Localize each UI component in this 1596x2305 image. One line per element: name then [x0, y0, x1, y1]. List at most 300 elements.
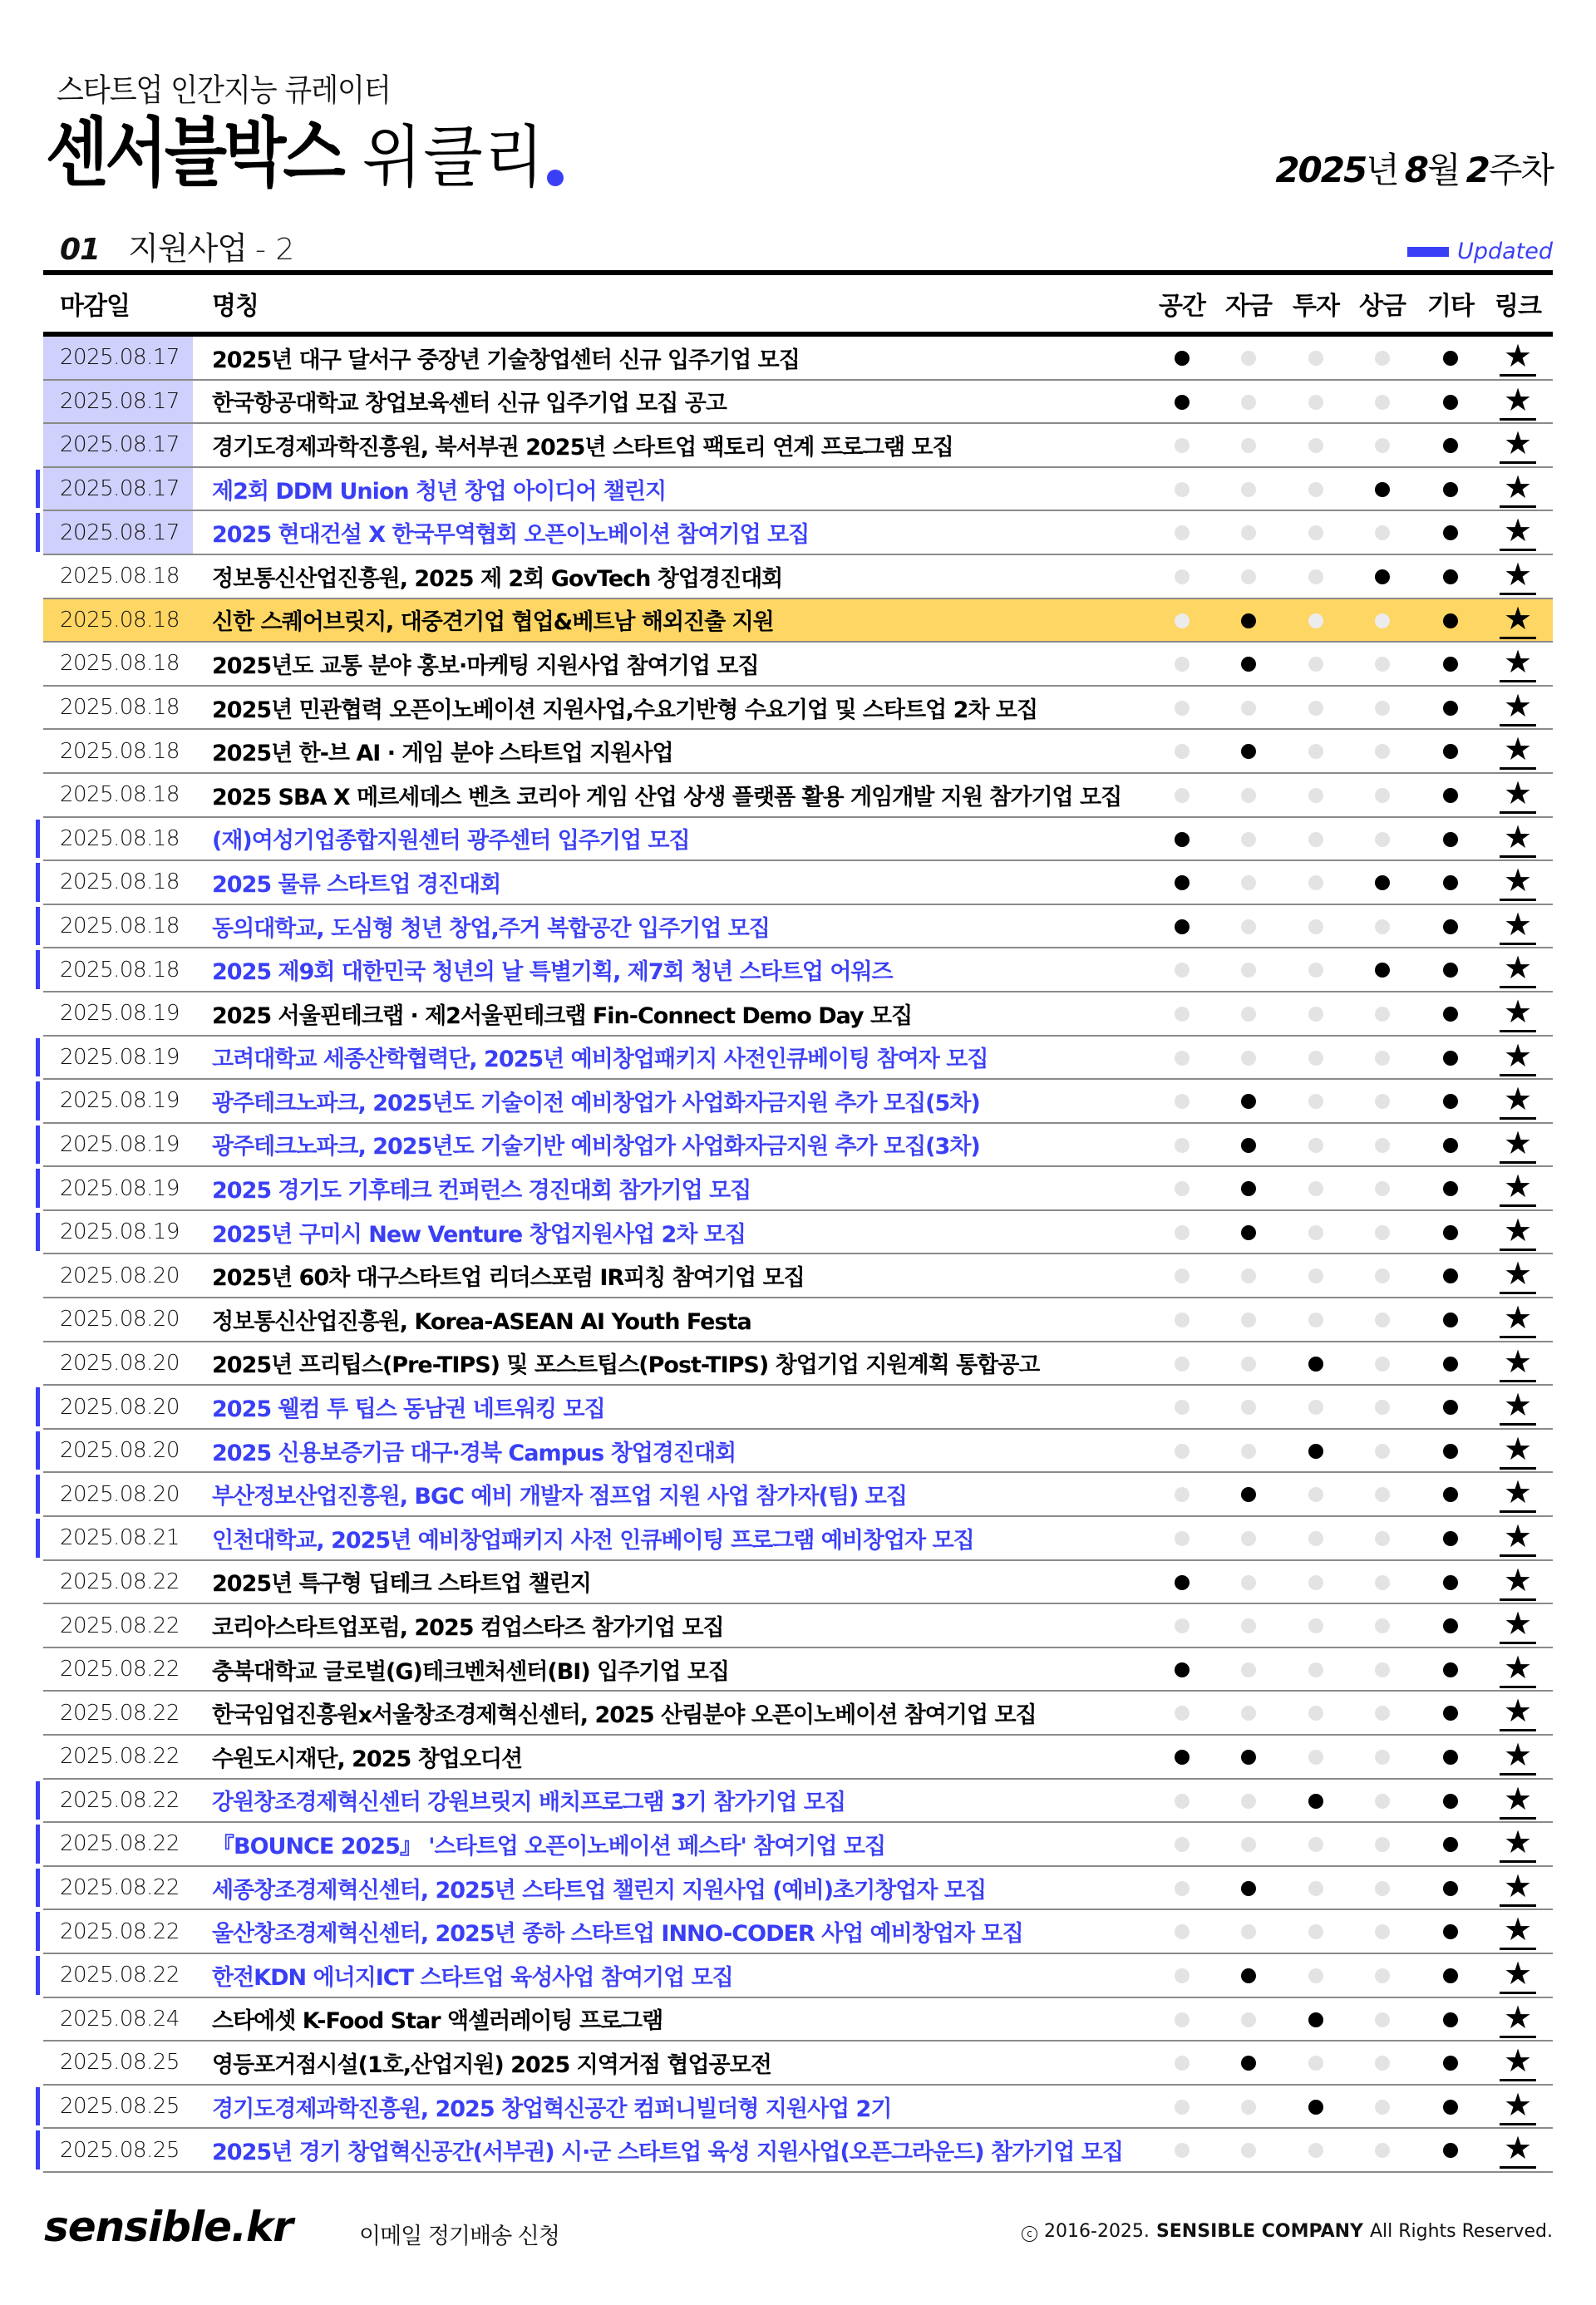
invest-indicator-icon	[1308, 613, 1323, 628]
program-name: 정보통신산업진흥원, Korea-ASEAN AI Youth Festa	[212, 1308, 751, 1335]
star-link-icon[interactable]: ★	[1500, 1607, 1536, 1644]
etc-indicator-icon	[1443, 2012, 1458, 2027]
program-name: 2025 경기도 기후테크 컨퍼런스 경진대회 참가기업 모집	[212, 1178, 751, 1204]
prize-indicator-icon	[1375, 613, 1390, 628]
table-row	[43, 1692, 1553, 1736]
deadline-cell: 2025.08.25	[60, 2094, 180, 2120]
invest-indicator-icon	[1308, 1881, 1323, 1896]
issue-week	[1275, 143, 1553, 193]
star-link-icon[interactable]: ★	[1500, 1432, 1536, 1470]
prize-indicator-icon	[1375, 395, 1390, 410]
fund-indicator-icon	[1241, 482, 1256, 497]
fund-indicator-icon	[1241, 1444, 1256, 1459]
fund-indicator-icon	[1241, 1487, 1256, 1502]
fund-indicator-icon	[1241, 569, 1256, 584]
etc-indicator-icon	[1443, 525, 1458, 540]
etc-indicator-icon	[1443, 701, 1458, 716]
invest-indicator-icon	[1308, 1094, 1323, 1109]
prize-indicator-icon	[1375, 1400, 1390, 1415]
col-invest: 투자	[1293, 292, 1339, 321]
space-indicator-icon	[1175, 1750, 1190, 1765]
invest-indicator-icon	[1308, 1268, 1323, 1283]
program-name: 강원창조경제혁신센터 강원브릿지 배치프로그램 3기 참가기업 모집	[212, 1790, 846, 1816]
invest-indicator-icon	[1308, 1487, 1323, 1502]
star-link-icon[interactable]: ★	[1500, 2088, 1536, 2125]
program-name: 2025 웰컴 투 팁스 동남권 네트워킹 모집	[212, 1396, 605, 1423]
fund-indicator-icon	[1241, 2100, 1256, 2115]
table-row	[43, 2042, 1553, 2086]
deadline-cell: 2025.08.17	[43, 468, 193, 510]
program-name: 신한 스퀘어브릿지, 대중견기업 협업&베트남 해외진출 지원	[212, 609, 774, 636]
space-indicator-icon	[1175, 1225, 1190, 1240]
prize-indicator-icon	[1375, 1575, 1390, 1590]
space-indicator-icon	[1175, 1881, 1190, 1896]
deadline-cell: 2025.08.22	[60, 1787, 180, 1813]
space-indicator-icon	[1175, 438, 1190, 453]
invest-indicator-icon	[1308, 1051, 1323, 1066]
program-name: 충북대학교 글로벌(G)테크벤처센터(BI) 입주기업 모집	[212, 1658, 729, 1685]
program-name: 2025 물류 스타트업 경진대회	[212, 871, 501, 898]
support-programs-table	[43, 270, 1553, 2173]
space-indicator-icon	[1175, 1794, 1190, 1809]
deadline-cell: 2025.08.22	[60, 1569, 180, 1594]
program-name: 광주테크노파크, 2025년도 기술이전 예비창업가 사업화자금지원 추가 모집(5차)	[212, 1090, 980, 1116]
prize-indicator-icon	[1375, 2100, 1390, 2115]
fund-indicator-icon	[1241, 875, 1256, 890]
star-link-icon[interactable]: ★	[1500, 820, 1536, 858]
deadline-cell: 2025.08.18	[60, 651, 180, 677]
space-indicator-icon	[1175, 657, 1190, 672]
prize-indicator-icon	[1375, 1225, 1390, 1240]
table-row	[43, 1561, 1553, 1605]
program-name: 한국임업진흥원x서울창조경제혁신센터, 2025 산림분야 오픈이노베이션 참여기업 모집	[212, 1702, 1037, 1729]
prize-indicator-icon	[1375, 832, 1390, 847]
star-link-icon[interactable]: ★	[1500, 602, 1536, 639]
prize-indicator-icon	[1375, 1531, 1390, 1546]
program-name: 동의대학교, 도심형 청년 창업,주거 복합공간 입주기업 모집	[212, 915, 770, 942]
star-link-icon[interactable]: ★	[1500, 1957, 1536, 1994]
prize-indicator-icon	[1375, 1837, 1390, 1852]
etc-indicator-icon	[1443, 1706, 1458, 1721]
space-indicator-icon	[1175, 351, 1190, 366]
col-prize: 상금	[1359, 292, 1406, 321]
invest-indicator-icon	[1308, 875, 1323, 890]
star-link-icon[interactable]: ★	[1500, 1475, 1536, 1513]
prize-indicator-icon	[1375, 1007, 1390, 1022]
space-indicator-icon	[1175, 1357, 1190, 1372]
space-indicator-icon	[1175, 1007, 1190, 1022]
fund-indicator-icon	[1241, 1531, 1256, 1546]
table-row	[43, 2086, 1553, 2130]
invest-indicator-icon	[1308, 701, 1323, 716]
title-brand: 센서블박스	[46, 111, 342, 197]
space-indicator-icon	[1175, 2100, 1190, 2115]
etc-indicator-icon	[1443, 1400, 1458, 1415]
prize-indicator-icon	[1375, 1750, 1390, 1765]
fund-indicator-icon	[1241, 395, 1256, 410]
copyright-years: 2016-2025.	[1044, 2221, 1150, 2242]
prize-indicator-icon	[1375, 657, 1390, 672]
space-indicator-icon	[1175, 919, 1190, 934]
issue-week-unit: 주차	[1488, 150, 1553, 190]
col-name: 명칭	[212, 292, 259, 321]
table-header	[43, 275, 1553, 332]
table-row	[43, 511, 1553, 555]
deadline-cell: 2025.08.25	[60, 2050, 180, 2076]
invest-indicator-icon	[1308, 2056, 1323, 2071]
program-name: 2025년 특구형 딥테크 스타트업 챌린지	[212, 1571, 591, 1598]
footer-logo[interactable]: sensible.kr	[44, 2203, 293, 2251]
space-indicator-icon	[1175, 1138, 1190, 1153]
space-indicator-icon	[1175, 482, 1190, 497]
space-indicator-icon	[1175, 1444, 1190, 1459]
etc-indicator-icon	[1443, 832, 1458, 847]
star-link-icon[interactable]: ★	[1500, 2044, 1536, 2081]
etc-indicator-icon	[1443, 482, 1458, 497]
star-link-icon[interactable]: ★	[1500, 1301, 1536, 1338]
star-link-icon[interactable]: ★	[1500, 1388, 1536, 1426]
company-name: SENSIBLE COMPANY	[1155, 2221, 1363, 2242]
table-row	[43, 1867, 1553, 1911]
star-link-icon[interactable]: ★	[1500, 645, 1536, 682]
table-row	[43, 1954, 1553, 1998]
fund-indicator-icon	[1241, 1007, 1256, 1022]
invest-indicator-icon	[1308, 832, 1323, 847]
star-link-icon[interactable]: ★	[1500, 1825, 1536, 1863]
fund-indicator-icon	[1241, 657, 1256, 672]
table-row	[43, 381, 1553, 425]
space-indicator-icon	[1175, 2012, 1190, 2027]
copyright	[1022, 2221, 1553, 2242]
fund-indicator-icon	[1241, 1357, 1256, 1372]
star-link-icon[interactable]: ★	[1500, 1564, 1536, 1601]
deadline-cell: 2025.08.22	[60, 1700, 180, 1726]
program-name: 코리아스타트업포럼, 2025 컴업스타즈 참가기업 모집	[212, 1615, 724, 1642]
star-link-icon[interactable]: ★	[1500, 1869, 1536, 1907]
deadline-cell: 2025.08.20	[60, 1438, 180, 1464]
fund-indicator-icon	[1241, 351, 1256, 366]
deadline-cell: 2025.08.17	[43, 424, 193, 466]
program-name: 2025 신용보증기금 대구·경북 Campus 창업경진대회	[212, 1440, 736, 1466]
program-name: 2025년 60차 대구스타트업 리더스포럼 IR피칭 참여기업 모집	[212, 1265, 805, 1292]
fund-indicator-icon	[1241, 744, 1256, 759]
prize-indicator-icon	[1375, 1138, 1390, 1153]
copyright-icon: c	[1022, 2226, 1037, 2242]
deadline-cell: 2025.08.19	[60, 1088, 180, 1114]
etc-indicator-icon	[1443, 569, 1458, 584]
fund-indicator-icon	[1241, 1881, 1256, 1896]
program-name: 2025 서울핀테크랩 · 제2서울핀테크랩 Fin-Connect Demo Day 모집	[212, 1002, 913, 1029]
prize-indicator-icon	[1375, 482, 1390, 497]
deadline-cell: 2025.08.19	[60, 1219, 180, 1245]
section-page: - 2	[254, 233, 295, 267]
prize-indicator-icon	[1375, 1357, 1390, 1372]
star-link-icon[interactable]: ★	[1500, 1738, 1536, 1776]
etc-indicator-icon	[1443, 963, 1458, 978]
star-link-icon[interactable]: ★	[1500, 1214, 1536, 1251]
star-link-icon[interactable]: ★	[1500, 514, 1536, 551]
table-row	[43, 861, 1553, 905]
star-link-icon[interactable]: ★	[1500, 864, 1536, 901]
space-indicator-icon	[1175, 1531, 1190, 1546]
program-name: 고려대학교 세종산학협력단, 2025년 예비창업패키지 사전인큐베이팅 참여자 모집	[212, 1047, 988, 1073]
star-link-icon[interactable]: ★	[1500, 558, 1536, 595]
table-row	[43, 1254, 1553, 1298]
star-link-icon[interactable]: ★	[1500, 1694, 1536, 1731]
prize-indicator-icon	[1375, 1794, 1390, 1809]
invest-indicator-icon	[1308, 482, 1323, 497]
program-name: 부산정보산업진흥원, BGC 예비 개발자 점프업 지원 사업 참가자(팀) 모집	[212, 1484, 907, 1510]
deadline-cell: 2025.08.22	[60, 1613, 180, 1638]
deadline-cell: 2025.08.18	[60, 825, 180, 851]
star-link-icon[interactable]: ★	[1500, 1126, 1536, 1164]
deadline-cell: 2025.08.18	[60, 564, 180, 589]
fund-indicator-icon	[1241, 1094, 1256, 1109]
deadline-cell: 2025.08.20	[60, 1394, 180, 1420]
etc-indicator-icon	[1443, 1662, 1458, 1677]
deadline-cell: 2025.08.19	[60, 1001, 180, 1027]
etc-indicator-icon	[1443, 1444, 1458, 1459]
star-link-icon[interactable]: ★	[1500, 1257, 1536, 1294]
table-row	[43, 818, 1553, 862]
deadline-cell: 2025.08.18	[60, 782, 180, 808]
star-link-icon[interactable]: ★	[1500, 426, 1536, 464]
prize-indicator-icon	[1375, 1968, 1390, 1983]
etc-indicator-icon	[1443, 2056, 1458, 2071]
deadline-cell: 2025.08.25	[60, 2137, 180, 2163]
etc-indicator-icon	[1443, 2143, 1458, 2158]
star-link-icon[interactable]: ★	[1500, 776, 1536, 814]
star-link-icon[interactable]: ★	[1500, 689, 1536, 726]
deadline-cell: 2025.08.18	[60, 607, 180, 633]
section-name: 지원사업	[128, 230, 247, 267]
invest-indicator-icon	[1308, 1531, 1323, 1546]
prize-indicator-icon	[1375, 744, 1390, 759]
program-name: 2025 현대건설 X 한국무역협회 오픈이노베이션 참여기업 모집	[212, 522, 810, 549]
deadline-cell: 2025.08.22	[60, 1744, 180, 1770]
star-link-icon[interactable]: ★	[1500, 1913, 1536, 1950]
space-indicator-icon	[1175, 1487, 1190, 1502]
fund-indicator-icon	[1241, 1968, 1256, 1983]
space-indicator-icon	[1175, 1575, 1190, 1590]
fund-indicator-icon	[1241, 1313, 1256, 1327]
star-link-icon[interactable]: ★	[1500, 2131, 1536, 2169]
deadline-cell: 2025.08.21	[60, 1525, 180, 1551]
space-indicator-icon	[1175, 1662, 1190, 1677]
invest-indicator-icon	[1308, 1400, 1323, 1415]
star-link-icon[interactable]: ★	[1500, 383, 1536, 421]
space-indicator-icon	[1175, 2056, 1190, 2071]
invest-indicator-icon	[1308, 1794, 1323, 1809]
issue-month-unit: 월	[1427, 150, 1460, 190]
deadline-cell: 2025.08.18	[60, 738, 180, 764]
space-indicator-icon	[1175, 569, 1190, 584]
deadline-cell: 2025.08.18	[60, 914, 180, 939]
deadline-cell: 2025.08.18	[60, 957, 180, 983]
fund-indicator-icon	[1241, 1794, 1256, 1809]
invest-indicator-icon	[1308, 1837, 1323, 1852]
updated-swatch-icon	[1407, 247, 1449, 257]
table-row	[43, 2129, 1553, 2173]
deadline-cell: 2025.08.22	[60, 1875, 180, 1901]
table-row	[43, 905, 1553, 949]
invest-indicator-icon	[1308, 1968, 1323, 1983]
star-link-icon[interactable]: ★	[1500, 1345, 1536, 1382]
space-indicator-icon	[1175, 1924, 1190, 1939]
star-link-icon[interactable]: ★	[1500, 908, 1536, 945]
page-subtitle: 스타트업 인간지능 큐레이터	[57, 71, 391, 110]
etc-indicator-icon	[1443, 919, 1458, 934]
program-name: 2025년 대구 달서구 중장년 기술창업센터 신규 입주기업 모집	[212, 347, 800, 373]
etc-indicator-icon	[1443, 1750, 1458, 1765]
star-link-icon[interactable]: ★	[1500, 1651, 1536, 1688]
fund-indicator-icon	[1241, 1225, 1256, 1240]
invest-indicator-icon	[1308, 569, 1323, 584]
fund-indicator-icon	[1241, 613, 1256, 628]
etc-indicator-icon	[1443, 1881, 1458, 1896]
fund-indicator-icon	[1241, 832, 1256, 847]
star-link-icon[interactable]: ★	[1500, 995, 1536, 1032]
etc-indicator-icon	[1443, 1313, 1458, 1327]
etc-indicator-icon	[1443, 875, 1458, 890]
table-row	[43, 1604, 1553, 1648]
program-name: 2025 SBA X 메르세데스 벤츠 코리아 게임 산업 상생 플랫폼 활용 게임개발 지원 참가기업 모집	[212, 784, 1122, 810]
program-name: 한전KDN 에너지ICT 스타트업 육성사업 참여기업 모집	[212, 1964, 733, 1991]
star-link-icon[interactable]: ★	[1500, 339, 1536, 377]
space-indicator-icon	[1175, 1618, 1190, 1633]
etc-indicator-icon	[1443, 2100, 1458, 2115]
col-space: 공간	[1159, 292, 1205, 321]
table-row	[43, 1167, 1553, 1211]
program-name: 경기도경제과학진흥원, 북서부권 2025년 스타트업 팩토리 연계 프로그램 모집	[212, 434, 953, 461]
invest-indicator-icon	[1308, 788, 1323, 803]
prize-indicator-icon	[1375, 1313, 1390, 1327]
table-row	[43, 1517, 1553, 1561]
star-link-icon[interactable]: ★	[1500, 732, 1536, 770]
program-name: 2025년도 교통 분야 홍보·마케팅 지원사업 참여기업 모집	[212, 653, 759, 679]
prize-indicator-icon	[1375, 2056, 1390, 2071]
fund-indicator-icon	[1241, 1618, 1256, 1633]
space-indicator-icon	[1175, 1400, 1190, 1415]
program-name: 영등포거점시설(1호,산업지원) 2025 지역거점 협업공모전	[212, 2051, 771, 2078]
prize-indicator-icon	[1375, 1051, 1390, 1066]
deadline-cell: 2025.08.20	[60, 1307, 180, 1332]
invest-indicator-icon	[1308, 1138, 1323, 1153]
issue-week-number: 2	[1465, 150, 1489, 190]
deadline-cell: 2025.08.18	[60, 869, 180, 895]
fund-indicator-icon	[1241, 2012, 1256, 2027]
invest-indicator-icon	[1308, 1313, 1323, 1327]
program-name: 『BOUNCE 2025』 '스타트업 오픈이노베이션 페스타' 참여기업 모집	[212, 1833, 886, 1859]
fund-indicator-icon	[1241, 2056, 1256, 2071]
prize-indicator-icon	[1375, 1094, 1390, 1109]
table-row	[43, 643, 1553, 687]
table-row	[43, 1037, 1553, 1081]
prize-indicator-icon	[1375, 1706, 1390, 1721]
table-row	[43, 599, 1553, 643]
program-name: 제2회 DDM Union 청년 창업 아이디어 챌린지	[212, 478, 667, 505]
invest-indicator-icon	[1308, 1750, 1323, 1765]
prize-indicator-icon	[1375, 1881, 1390, 1896]
space-indicator-icon	[1175, 613, 1190, 628]
table-row	[43, 1780, 1553, 1824]
issue-year: 2025	[1275, 150, 1367, 190]
star-link-icon[interactable]: ★	[1500, 1782, 1536, 1820]
invest-indicator-icon	[1308, 525, 1323, 540]
table-row	[43, 337, 1553, 381]
page-title	[46, 111, 564, 197]
email-subscribe-link[interactable]: 이메일 정기배송 신청	[359, 2224, 559, 2249]
program-name: 2025년 민관협력 오픈이노베이션 지원사업,수요기반형 수요기업 및 스타트업 2차 모집	[212, 697, 1038, 723]
table-row	[43, 1211, 1553, 1255]
deadline-cell: 2025.08.20	[60, 1481, 180, 1507]
updated-label: Updated	[1457, 239, 1553, 264]
etc-indicator-icon	[1443, 613, 1458, 628]
fund-indicator-icon	[1241, 1750, 1256, 1765]
star-link-icon[interactable]: ★	[1500, 1170, 1536, 1207]
invest-indicator-icon	[1308, 919, 1323, 934]
invest-indicator-icon	[1308, 963, 1323, 978]
etc-indicator-icon	[1443, 1531, 1458, 1546]
invest-indicator-icon	[1308, 1575, 1323, 1590]
table-row	[43, 992, 1553, 1037]
deadline-cell: 2025.08.22	[60, 1831, 180, 1857]
invest-indicator-icon	[1308, 351, 1323, 366]
fund-indicator-icon	[1241, 1138, 1256, 1153]
etc-indicator-icon	[1443, 1618, 1458, 1633]
fund-indicator-icon	[1241, 788, 1256, 803]
table-row	[43, 1298, 1553, 1342]
etc-indicator-icon	[1443, 1968, 1458, 1983]
space-indicator-icon	[1175, 832, 1190, 847]
table-row	[43, 424, 1553, 468]
fund-indicator-icon	[1241, 1400, 1256, 1415]
program-name: (재)여성기업종합지원센터 광주센터 입주기업 모집	[212, 828, 690, 855]
space-indicator-icon	[1175, 525, 1190, 540]
deadline-cell: 2025.08.18	[60, 695, 180, 721]
table-row	[43, 1910, 1553, 1954]
star-link-icon[interactable]: ★	[1500, 470, 1536, 508]
program-name: 인천대학교, 2025년 예비창업패키지 사전 인큐베이팅 프로그램 예비창업자 모집	[212, 1527, 974, 1554]
section-heading	[60, 223, 294, 268]
table-row	[43, 1342, 1553, 1386]
deadline-cell: 2025.08.22	[60, 1918, 180, 1944]
etc-indicator-icon	[1443, 1007, 1458, 1022]
fund-indicator-icon	[1241, 1837, 1256, 1852]
etc-indicator-icon	[1443, 395, 1458, 410]
etc-indicator-icon	[1443, 788, 1458, 803]
star-link-icon[interactable]: ★	[1500, 1082, 1536, 1120]
prize-indicator-icon	[1375, 1662, 1390, 1677]
invest-indicator-icon	[1308, 1706, 1323, 1721]
etc-indicator-icon	[1443, 351, 1458, 366]
fund-indicator-icon	[1241, 438, 1256, 453]
table-row	[43, 948, 1553, 992]
invest-indicator-icon	[1308, 2012, 1323, 2027]
program-name: 정보통신산업진흥원, 2025 제 2회 GovTech 창업경진대회	[212, 565, 783, 592]
star-link-icon[interactable]: ★	[1500, 1519, 1536, 1557]
star-link-icon[interactable]: ★	[1500, 1039, 1536, 1076]
table-row	[43, 468, 1553, 512]
invest-indicator-icon	[1308, 744, 1323, 759]
deadline-cell: 2025.08.22	[60, 1657, 180, 1682]
program-name: 세종창조경제혁신센터, 2025년 스타트업 챌린지 지원사업 (예비)초기창업자 모집	[212, 1877, 987, 1904]
space-indicator-icon	[1175, 1181, 1190, 1196]
star-link-icon[interactable]: ★	[1500, 2001, 1536, 2038]
table-row	[43, 1998, 1553, 2042]
fund-indicator-icon	[1241, 963, 1256, 978]
star-link-icon[interactable]: ★	[1500, 951, 1536, 988]
